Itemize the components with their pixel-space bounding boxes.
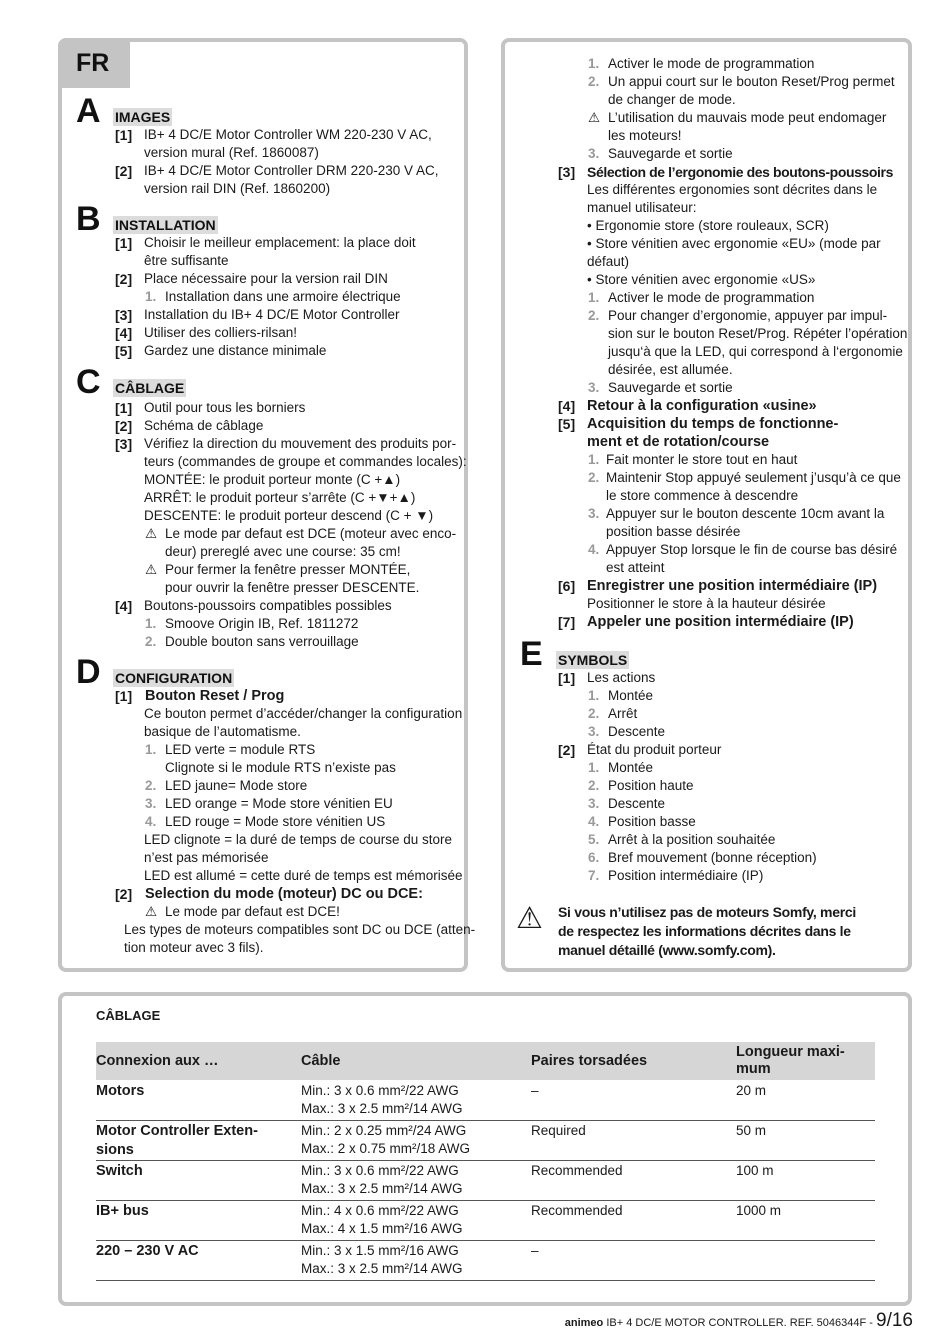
text-line: LED orange = Mode store vénitien EU bbox=[165, 796, 393, 811]
section-title-d: CONFIGURATION bbox=[115, 670, 233, 686]
text-line: Fait monter le store tout en haut bbox=[606, 452, 798, 467]
text-line: Outil pour tous les borniers bbox=[144, 400, 306, 415]
text-line: les moteurs! bbox=[608, 128, 682, 143]
section-title-c: CÂBLAGE bbox=[115, 380, 185, 396]
step-number: 2. bbox=[588, 778, 600, 793]
text-line: Montée bbox=[608, 760, 654, 775]
text-line: manuel utilisateur: bbox=[587, 200, 697, 215]
text-line: Activer le mode de programmation bbox=[608, 290, 815, 305]
language-tab: FR bbox=[58, 38, 130, 88]
warning-icon: ⚠ bbox=[145, 526, 158, 541]
table-cell-cable-min: Min.: 3 x 0.6 mm²/22 AWG bbox=[301, 1163, 459, 1178]
text-line: Position intermédiaire (IP) bbox=[608, 868, 764, 883]
somfy-warning-text bbox=[558, 903, 856, 960]
step-number: 4. bbox=[588, 542, 600, 557]
warning-icon: ⚠ bbox=[516, 902, 543, 935]
table-cell-length: 50 m bbox=[736, 1123, 767, 1138]
step-number: 1. bbox=[588, 452, 600, 467]
text-line: Pour fermer la fenêtre presser MONTÉE, bbox=[165, 562, 411, 577]
text-line: le store commence à descendre bbox=[606, 488, 799, 503]
item-number: [3] bbox=[558, 164, 576, 180]
step-number: 2. bbox=[588, 308, 600, 323]
table-title: CÂBLAGE bbox=[96, 1008, 161, 1023]
item-number: [1] bbox=[115, 688, 133, 704]
text-line: n’est pas mémorisée bbox=[144, 850, 269, 865]
table-cell-cable-max: Max.: 3 x 2.5 mm²/14 AWG bbox=[301, 1101, 463, 1116]
item-number: [2] bbox=[558, 742, 576, 758]
step-number: 2. bbox=[588, 706, 600, 721]
step-number: 2. bbox=[145, 778, 157, 793]
config-title-ip-save: Enregistrer une position intermédiaire (IP) bbox=[587, 578, 878, 594]
text-line: Activer le mode de programmation bbox=[608, 56, 815, 71]
text-line: Les différentes ergonomies sont décrites dans le bbox=[587, 182, 878, 197]
item-number: [1] bbox=[115, 235, 133, 251]
text-line: de changer de mode. bbox=[608, 92, 736, 107]
step-number: 1. bbox=[588, 290, 600, 305]
text-line: MONTÉE: le produit porteur monte (C +▲) bbox=[144, 472, 401, 487]
step-number: 6. bbox=[588, 850, 600, 865]
item-number: [5] bbox=[558, 416, 576, 432]
text-line: Choisir le meilleur emplacement: la place doit bbox=[144, 235, 416, 250]
text-line: • Store vénitien avec ergonomie «US» bbox=[587, 272, 816, 287]
item-number: [3] bbox=[115, 436, 133, 452]
table-cell-length: 100 m bbox=[736, 1163, 774, 1178]
text-line: État du produit porteur bbox=[587, 742, 722, 757]
step-number: 1. bbox=[145, 616, 157, 631]
text-line: Place nécessaire pour la version rail DIN bbox=[144, 271, 388, 286]
section-title-a: IMAGES bbox=[115, 109, 171, 125]
text-line: Utiliser des colliers-rilsan! bbox=[144, 325, 298, 340]
section-letter-b: B bbox=[76, 200, 101, 238]
item-number: [2] bbox=[115, 418, 133, 434]
table-cell-cable-min: Min.: 2 x 0.25 mm²/24 AWG bbox=[301, 1123, 467, 1138]
text-line: Le mode par defaut est DCE! bbox=[165, 904, 340, 919]
text-line: Bref mouvement (bonne réception) bbox=[608, 850, 817, 865]
table-cell-pairs: – bbox=[531, 1083, 539, 1098]
config-title-ip-call: Appeler une position intermédiaire (IP) bbox=[587, 614, 854, 630]
table-cell-length: 1000 m bbox=[736, 1203, 782, 1218]
text-line: est atteint bbox=[606, 560, 665, 575]
footer-brand: animeo bbox=[564, 1317, 604, 1329]
text-line: position basse désirée bbox=[606, 524, 741, 539]
section-letter-c: C bbox=[76, 363, 101, 401]
text-line: Double bouton sans verrouillage bbox=[165, 634, 359, 649]
table-header-3: mum bbox=[736, 1061, 771, 1077]
item-number: [2] bbox=[115, 271, 133, 287]
text-line: Sauvegarde et sortie bbox=[608, 380, 733, 395]
text-line: Maintenir Stop appuyé seulement j’usqu’à ce que bbox=[606, 470, 901, 485]
table-header-2: Paires torsadées bbox=[531, 1053, 648, 1069]
text-line: Appuyer sur le bouton descente 10cm avant la bbox=[606, 506, 885, 521]
text-line: IB+ 4 DC/E Motor Controller DRM 220-230 V AC, bbox=[144, 163, 439, 178]
item-number: [7] bbox=[558, 614, 576, 630]
config-title-ergonomie: Sélection de l’ergonomie des boutons-poussoirs bbox=[587, 164, 893, 180]
section-letter-d: D bbox=[76, 653, 101, 691]
step-number: 2. bbox=[588, 74, 600, 89]
section-letter-a: A bbox=[76, 92, 101, 130]
text-line: Positionner le store à la hauteur désirée bbox=[587, 596, 826, 611]
table-row-divider bbox=[96, 1120, 875, 1121]
step-number: 1. bbox=[588, 56, 600, 71]
warning-icon: ⚠ bbox=[588, 110, 601, 125]
text-line: LED verte = module RTS bbox=[165, 742, 316, 757]
item-number: [1] bbox=[115, 127, 133, 143]
footer-ref: IB+ 4 DC/E MOTOR CONTROLLER. REF. 5046344F - bbox=[603, 1317, 877, 1329]
warning-icon: ⚠ bbox=[145, 904, 158, 919]
table-cell-connection: sions bbox=[96, 1142, 134, 1158]
table-row-divider bbox=[96, 1280, 875, 1281]
section-title-b: INSTALLATION bbox=[115, 217, 216, 233]
config-title-mode: Selection du mode (moteur) DC ou DCE: bbox=[145, 886, 423, 902]
item-number: [2] bbox=[115, 886, 133, 902]
item-number: [4] bbox=[115, 598, 133, 614]
table-cell-cable-max: Max.: 3 x 2.5 mm²/14 AWG bbox=[301, 1261, 463, 1276]
text-line: Schéma de câblage bbox=[144, 418, 264, 433]
table-cell-pairs: Required bbox=[531, 1123, 586, 1138]
table-cell-pairs: Recommended bbox=[531, 1203, 623, 1218]
warning-line: de respectez les informations décrites dans le bbox=[558, 923, 851, 939]
table-cell-connection: Motor Controller Exten- bbox=[96, 1123, 258, 1139]
table-cell-connection: Motors bbox=[96, 1083, 145, 1099]
text-line: LED jaune= Mode store bbox=[165, 778, 308, 793]
table-header-1: Câble bbox=[301, 1053, 341, 1069]
text-line: tion moteur avec 3 fils). bbox=[124, 940, 264, 955]
text-line: Un appui court sur le bouton Reset/Prog permet bbox=[608, 74, 895, 89]
step-number: 3. bbox=[588, 380, 600, 395]
section-letter-e: E bbox=[520, 635, 543, 673]
text-line: LED est allumé = cette duré de temps est mémorisée bbox=[144, 868, 463, 883]
table-cell-pairs: – bbox=[531, 1243, 539, 1258]
text-line: IB+ 4 DC/E Motor Controller WM 220-230 V AC, bbox=[144, 127, 432, 142]
text-line: version mural (Ref. 1860087) bbox=[144, 145, 319, 160]
warning-line: manuel détaillé (www.somfy.com). bbox=[558, 942, 776, 958]
step-number: 4. bbox=[588, 814, 600, 829]
text-line: Arrêt à la position souhaitée bbox=[608, 832, 776, 847]
warning-line: Si vous n’utilisez pas de moteurs Somfy, merci bbox=[558, 904, 856, 920]
text-line: deur) prereglé avec une course: 35 cm! bbox=[165, 544, 401, 559]
item-number: [4] bbox=[115, 325, 133, 341]
table-header-3: Longueur maxi- bbox=[736, 1044, 845, 1060]
text-line: teurs (commandes de groupe et commandes locales): bbox=[144, 454, 467, 469]
table-cell-length: 20 m bbox=[736, 1083, 767, 1098]
table-cell-cable-max: Max.: 2 x 0.75 mm²/18 AWG bbox=[301, 1141, 471, 1156]
table-cell-connection: Switch bbox=[96, 1163, 143, 1179]
step-number: 1. bbox=[588, 760, 600, 775]
text-line: Les types de moteurs compatibles sont DC ou DCE (atten- bbox=[124, 922, 476, 937]
step-number: 1. bbox=[588, 688, 600, 703]
text-line: Arrêt bbox=[608, 706, 638, 721]
step-number: 7. bbox=[588, 868, 600, 883]
item-number: [4] bbox=[558, 398, 576, 414]
table-cell-cable-max: Max.: 3 x 2.5 mm²/14 AWG bbox=[301, 1181, 463, 1196]
text-line: Ce bouton permet d’accéder/changer la configuration bbox=[144, 706, 463, 721]
page-number: 9/16 bbox=[876, 1310, 913, 1331]
table-cell-pairs: Recommended bbox=[531, 1163, 623, 1178]
text-line: • Ergonomie store (store rouleaux, SCR) bbox=[587, 218, 829, 233]
item-number: [1] bbox=[115, 400, 133, 416]
text-line: désirée, est allumée. bbox=[608, 362, 733, 377]
text-line: Installation du IB+ 4 DC/E Motor Controller bbox=[144, 307, 400, 322]
config-title-reset-prog: Bouton Reset / Prog bbox=[145, 688, 285, 704]
text-line: version rail DIN (Ref. 1860200) bbox=[144, 181, 331, 196]
text-line: ARRÊT: le produit porteur s’arrête (C +▼+▲) bbox=[144, 490, 416, 505]
text-line: Le mode par defaut est DCE (moteur avec enco- bbox=[165, 526, 457, 541]
text-line: L’utilisation du mauvais mode peut endomager bbox=[608, 110, 887, 125]
step-number: 3. bbox=[588, 506, 600, 521]
warning-icon: ⚠ bbox=[145, 562, 158, 577]
text-line: Les actions bbox=[587, 670, 656, 685]
table-cell-cable-max: Max.: 4 x 1.5 mm²/16 AWG bbox=[301, 1221, 463, 1236]
table-header-0: Connexion aux … bbox=[96, 1053, 219, 1069]
step-number: 2. bbox=[145, 634, 157, 649]
text-line: Descente bbox=[608, 724, 666, 739]
text-line: Boutons-poussoirs compatibles possibles bbox=[144, 598, 392, 613]
table-cell-cable-min: Min.: 3 x 1.5 mm²/16 AWG bbox=[301, 1243, 459, 1258]
text-line: Position haute bbox=[608, 778, 694, 793]
step-number: 4. bbox=[145, 814, 157, 829]
text-line: être suffisante bbox=[144, 253, 229, 268]
text-line: DESCENTE: le produit porteur descend (C + ▼) bbox=[144, 508, 434, 523]
text-line: LED clignote = la duré de temps de course du store bbox=[144, 832, 453, 847]
text-line: jusqu‘à que la LED, qui correspond à l‘ergonomie bbox=[608, 344, 903, 359]
item-number: [5] bbox=[115, 343, 133, 359]
item-number: [3] bbox=[115, 307, 133, 323]
table-cell-connection: 220 – 230 V AC bbox=[96, 1243, 199, 1259]
table-cell-cable-min: Min.: 4 x 0.6 mm²/22 AWG bbox=[301, 1203, 459, 1218]
item-number: [2] bbox=[115, 163, 133, 179]
config-title-acquisition: Acquisition du temps de fonctionne- bbox=[587, 416, 839, 432]
text-line: Appuyer Stop lorsque le fin de course bas désiré bbox=[606, 542, 898, 557]
text-line: basique de l’automatisme. bbox=[144, 724, 301, 739]
footer bbox=[565, 1310, 913, 1332]
text-line: Position basse bbox=[608, 814, 696, 829]
text-line: pour ouvrir la fenêtre presser DESCENTE. bbox=[165, 580, 420, 595]
text-line: • Store vénitien avec ergonomie «EU» (mode par bbox=[587, 236, 881, 251]
table-row-divider bbox=[96, 1200, 875, 1201]
config-title-usine: Retour à la configuration «usine» bbox=[587, 398, 817, 414]
config-title-acquisition: ment et de rotation/course bbox=[587, 434, 770, 450]
text-line: Clignote si le module RTS n’existe pas bbox=[165, 760, 396, 775]
step-number: 5. bbox=[588, 832, 600, 847]
text-line: défaut) bbox=[587, 254, 630, 269]
text-line: Installation dans une armoire électrique bbox=[165, 289, 401, 304]
table-cell-connection: IB+ bus bbox=[96, 1203, 149, 1219]
table-cell-cable-min: Min.: 3 x 0.6 mm²/22 AWG bbox=[301, 1083, 459, 1098]
table-row-divider bbox=[96, 1160, 875, 1161]
item-number: [1] bbox=[558, 670, 576, 686]
table-row-divider bbox=[96, 1240, 875, 1241]
text-line: Montée bbox=[608, 688, 654, 703]
text-line: sion sur le bouton Reset/Prog. Répéter l’opération bbox=[608, 326, 908, 341]
text-line: Pour changer d’ergonomie, appuyer par impul- bbox=[608, 308, 888, 323]
step-number: 3. bbox=[588, 724, 600, 739]
text-line: Vérifiez la direction du mouvement des produits por- bbox=[144, 436, 457, 451]
step-number: 3. bbox=[588, 796, 600, 811]
text-line: Smoove Origin IB, Ref. 1811272 bbox=[165, 616, 359, 631]
text-line: Sauvegarde et sortie bbox=[608, 146, 733, 161]
step-number: 1. bbox=[145, 289, 157, 304]
step-number: 2. bbox=[588, 470, 600, 485]
section-title-e: SYMBOLS bbox=[558, 652, 628, 668]
step-number: 3. bbox=[588, 146, 600, 161]
text-line: Gardez une distance minimale bbox=[144, 343, 327, 358]
step-number: 3. bbox=[145, 796, 157, 811]
text-line: LED rouge = Mode store vénitien US bbox=[165, 814, 386, 829]
item-number: [6] bbox=[558, 578, 576, 594]
step-number: 1. bbox=[145, 742, 157, 757]
text-line: Descente bbox=[608, 796, 666, 811]
